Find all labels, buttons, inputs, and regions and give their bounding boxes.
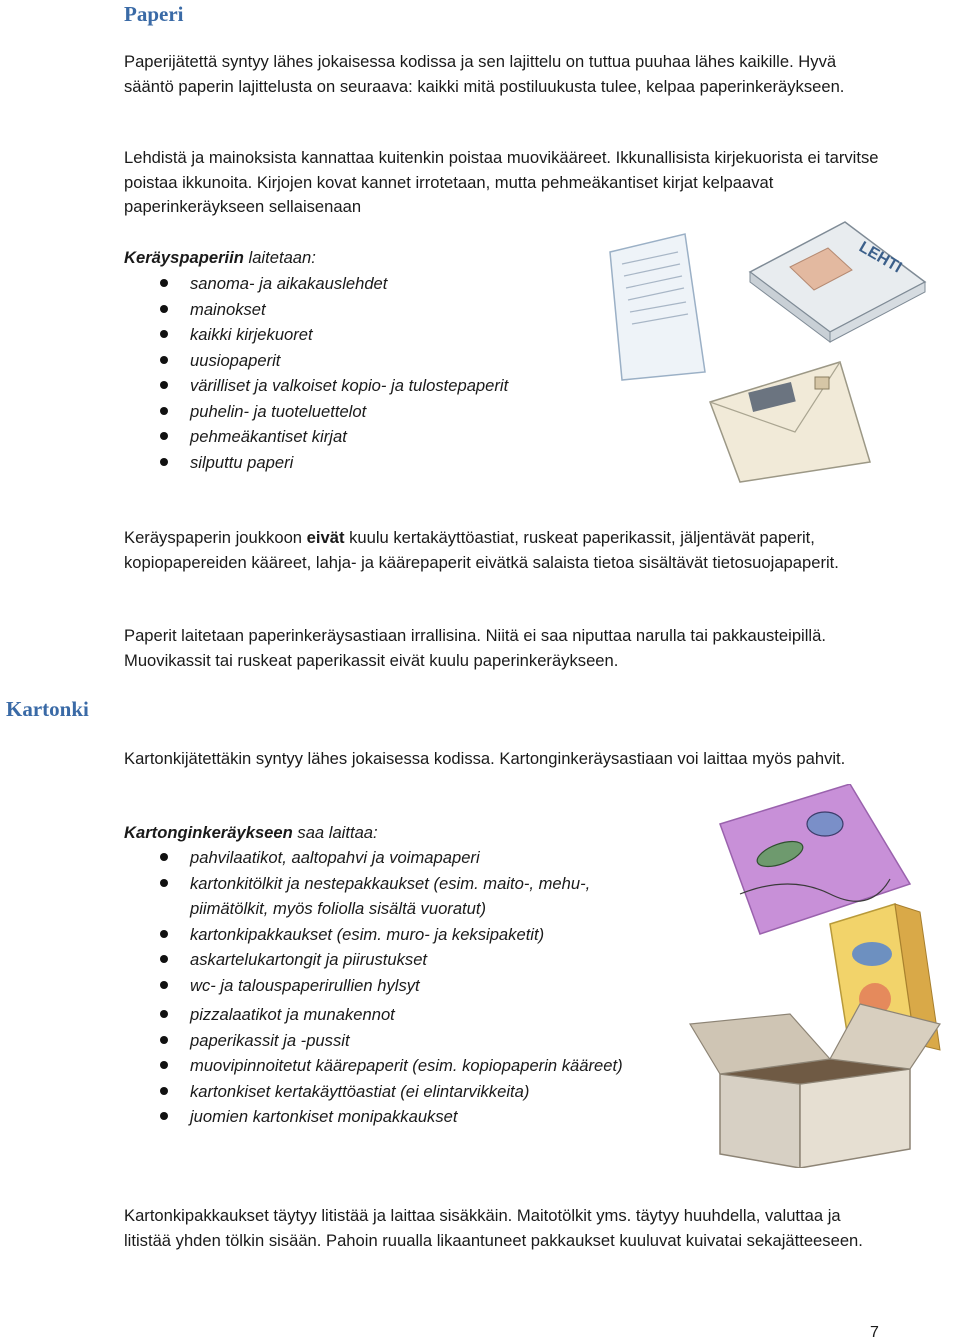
newspaper-masthead: LEHTI (856, 238, 905, 277)
list-item: kaikki kirjekuoret (124, 322, 604, 348)
list-item: muovipinnoitetut käärepaperit (esim. kopiopaperin kääreet) (124, 1053, 684, 1079)
paperi-list-intro-rest: laitetaan: (243, 248, 316, 267)
bullet-icon (160, 432, 168, 440)
bullet-icon (160, 879, 168, 887)
bullet-icon (160, 1036, 168, 1044)
list-item: pehmeäkantiset kirjat (124, 424, 604, 450)
paperi-accepted-list (124, 271, 604, 475)
list-item: uusiopaperit (124, 348, 604, 374)
bullet-icon (160, 330, 168, 338)
paperi-removal-paragraph: Lehdistä ja mainoksista kannattaa kuitenkin poistaa muovikääreet. Ikkunallisista kirjekuorista ei tarvitse poistaa ikkunoita. Kirjojen kovat kannet irrotetaan, mutta pehmeäkantiset kirjat kelpaavat paperinkeräykseen sellaisenaan (124, 148, 879, 216)
kartonki-accepted-list (124, 845, 684, 1130)
bullet-icon (160, 381, 168, 389)
bullet-icon (160, 955, 168, 963)
list-item: sanoma- ja aikakauslehdet (124, 271, 604, 297)
paperi-list-intro-bold: Keräyspaperiin (124, 248, 244, 267)
list-item: kartonkiset kertakäyttöastiat (ei elintarvikkeita) (124, 1079, 684, 1105)
list-item: juomien kartonkiset monipakkaukset (124, 1104, 684, 1130)
bullet-icon (160, 1010, 168, 1018)
page-number: 7 (870, 1324, 879, 1341)
list-item: värilliset ja valkoiset kopio- ja tulostepaperit (124, 373, 604, 399)
list-item: wc- ja talouspaperirullien hylsyt (124, 973, 684, 999)
envelope-icon (710, 362, 870, 482)
section-title-kartonki: Kartonki (6, 697, 89, 721)
bullet-icon (160, 1061, 168, 1069)
list-item: pahvilaatikot, aaltopahvi ja voimapaperi (124, 845, 684, 871)
list-item: askartelukartongit ja piirustukset (124, 947, 684, 973)
paperi-excluded-paragraph: Keräyspaperin joukkoon eivät kuulu kertakäyttöastiat, ruskeat paperikassit, jäljentävät paperit, kopiopapereiden kääreet, lahja- ja käärepaperit eivätkä salaista tietoa sisältävät tietosuojapaperit. (124, 528, 839, 572)
list-item: kartonkitölkit ja nestepakkaukset (esim. maito-, mehu-, piimätölkit, myös foliolla sisältä vuoratut) (124, 871, 660, 922)
cardboard-illustration (680, 784, 956, 1168)
list-item: mainokset (124, 297, 604, 323)
list-item: paperikassit ja -pussit (124, 1028, 684, 1054)
list-item: kartonkipakkaukset (esim. muro- ja keksipaketit) (124, 922, 684, 948)
bullet-icon (160, 305, 168, 313)
kartonki-flatten-paragraph: Kartonkipakkaukset täytyy litistää ja laittaa sisäkkäin. Maitotölkit yms. täytyy huuhdella, valuttaa ja litistää yhden tölkin sisään. Pahoin ruualla likaantuneet pakkaukset kuuluvat kuivatai sekajätteeseen. (124, 1206, 863, 1250)
paperi-loose-paragraph: Paperit laitetaan paperinkeräysastiaan irrallisina. Niitä ei saa niputtaa narulla tai pakkausteipillä. Muovikassit tai ruskeat paperikassit eivät kuulu paperinkeräykseen. (124, 626, 826, 670)
bullet-icon (160, 930, 168, 938)
bullet-icon (160, 407, 168, 415)
kartonki-list-intro-bold: Kartonginkeräykseen (124, 823, 293, 842)
bullet-icon (160, 981, 168, 989)
newspaper-icon (750, 222, 925, 342)
kartonki-list-intro-rest: saa laittaa: (292, 823, 378, 842)
list-item: silputtu paperi (124, 450, 604, 476)
section-title-paperi: Paperi (124, 2, 184, 26)
bullet-icon (160, 1112, 168, 1120)
bullet-icon (160, 356, 168, 364)
bullet-icon (160, 1087, 168, 1095)
paper-illustration (590, 212, 930, 484)
cardboard-box-icon (690, 1004, 940, 1168)
letter-sheet-icon (610, 234, 705, 380)
paperi-intro-paragraph: Paperijätettä syntyy lähes jokaisessa kodissa ja sen lajittelu on tuttua puuhaa lähes kaikille. Hyvä sääntö paperin lajittelusta on seuraava: kaikki mitä postiluukusta tulee, kelpaa paperinkeräykseen. (124, 52, 845, 96)
bullet-icon (160, 279, 168, 287)
kartonki-list-intro (124, 821, 378, 845)
excluded-emphasis: eivät (306, 528, 345, 547)
kartonki-intro-paragraph: Kartonkijätettäkin syntyy lähes jokaisessa kodissa. Kartonginkeräysastiaan voi laittaa myös pahvit. (124, 749, 846, 768)
paperi-list-intro (124, 246, 316, 270)
bullet-icon (160, 458, 168, 466)
bullet-icon (160, 853, 168, 861)
list-item: pizzalaatikot ja munakennot (124, 1002, 684, 1028)
list-item: puhelin- ja tuoteluettelot (124, 399, 604, 425)
